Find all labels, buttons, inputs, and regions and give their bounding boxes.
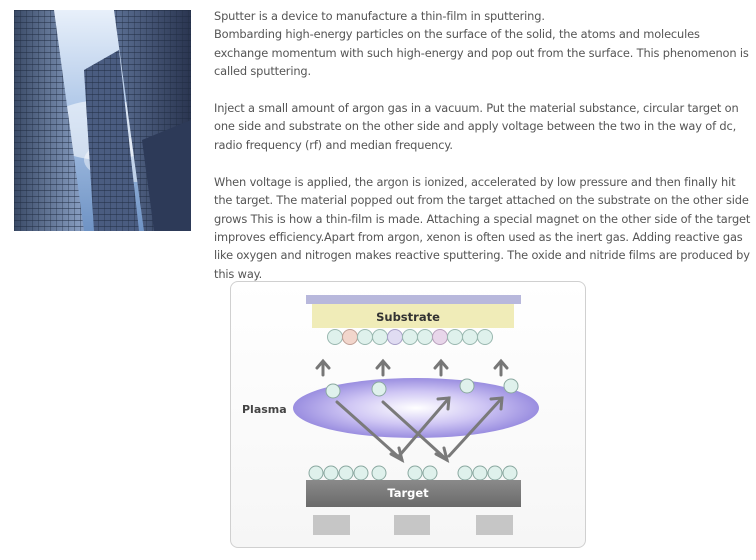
sputtering-diagram [230, 281, 586, 548]
deposited-particles [328, 330, 493, 345]
skyscraper-image [14, 10, 191, 231]
substrate-bar [306, 295, 521, 304]
skyscrapers-photo [14, 10, 191, 231]
target-label: Target [387, 486, 429, 500]
paragraph-ionization: When voltage is applied, the argon is ionized, accelerated by low pressure and then finally hit the target. The material popped out from the target attached on the substrate on the other side grows This is how a thin-film is made. Attaching a special magnet on the other side of the target improves efficiency.Apart from argon, xenon is often used as the inert gas. Adding reactive gas like oxygen and nitrogen makes reactive sputtering. The oxide and nitride films are produced by this way. [214, 175, 751, 281]
plasma-label: Plasma [242, 403, 287, 416]
upward-arrows [317, 361, 507, 375]
description-text [214, 7, 754, 302]
substrate-label: Substrate [376, 310, 440, 324]
magnet-pedestals [313, 515, 513, 535]
target-particles [309, 466, 517, 480]
paragraph-intro: Sputter is a device to manufacture a thin-film in sputtering. Bombarding high-energy particles on the surface of the solid, the atoms and molecules exchange momentum with such high-energy and pop out from the surface. This phenomenon is called sputtering. [214, 9, 749, 78]
paragraph-process: Inject a small amount of argon gas in a vacuum. Put the material substance, circular target on one side and substrate on the other side and apply voltage between the two in the way of dc, radio frequency (rf) and median frequency. [214, 101, 739, 152]
